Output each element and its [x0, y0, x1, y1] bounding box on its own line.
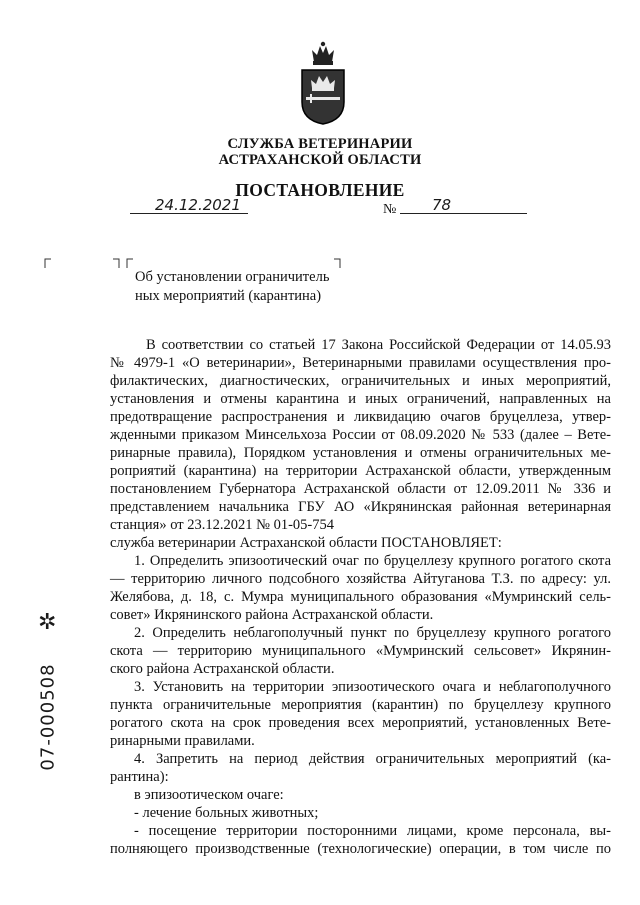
- document-title: ПОСТАНОВЛЕНИЕ: [235, 180, 405, 200]
- registration-number-text: 07-000508: [37, 663, 59, 771]
- body-line: 1. Определить эпизоотический очаг по бруцеллезу крупного рогатого скота: [134, 553, 611, 569]
- body-line: - лечение больных животных;: [134, 805, 319, 821]
- subject-line1: Об установлении ограничитель: [135, 269, 330, 285]
- corner-mark-left: [44, 258, 52, 268]
- body-line: полняющего производственные (технологические) операции, в том числе по: [110, 841, 611, 857]
- body-line: рогатого скота на срок проведения всех мероприятий, установленных Вете-: [110, 715, 611, 731]
- body-line: № 4979-1 «О ветеринарии», Ветеринарными правилами осуществления про-: [110, 355, 611, 371]
- body-line: в эпизоотическом очаге:: [134, 787, 284, 803]
- subject-line2: ных мероприятий (карантина): [135, 288, 322, 304]
- margin-registration-number: [38, 662, 58, 772]
- corner-mark-subject-right: [334, 258, 342, 268]
- organization-name-line2: АСТРАХАНСКОЙ ОБЛАСТИ: [218, 152, 422, 168]
- body-line: пункта ограничительные мероприятия (карантин) по бруцеллезу крупного: [110, 697, 611, 713]
- corner-mark-subject-left-b: [126, 258, 134, 268]
- body-line: ринарными правилами.: [110, 733, 255, 749]
- body-line: жденными приказом Минсельхоза России от 08.09.2020 № 533 (далее – Вете-: [110, 427, 611, 443]
- number-underline: [400, 213, 527, 214]
- body-line: — территорию личного подсобного хозяйства Айтуганова Т.З. по адресу: ул.: [110, 571, 611, 587]
- body-line: 2. Определить неблагополучный пункт по бруцеллезу крупного рогатого: [134, 625, 611, 641]
- coat-of-arms-emblem: [298, 40, 348, 126]
- corner-mark-subject-left-a: [113, 258, 121, 268]
- body-line: представлением начальника ГБУ АО «Икрянинская районная ветеринарная: [110, 499, 611, 515]
- body-line: ринарные правила), Порядком установления и отмены ограничительных ме-: [110, 445, 611, 461]
- body-line: филактических, диагностических, ограничительных и иных мероприятий,: [110, 373, 611, 389]
- document-number: 78: [432, 196, 452, 214]
- document-subject: [135, 268, 365, 306]
- body-line: постановлением Губернатора Астраханской области от 12.09.2011 № 336 и: [110, 481, 611, 497]
- body-line: скота — территорию муниципального «Мумринский сельсовет» Икрянин-: [110, 643, 611, 659]
- body-line: В соответствии со статьей 17 Закона Российской Федерации от 14.05.93: [146, 337, 611, 353]
- body-line: Желябова, д. 18, с. Мумра муниципального образования «Мумринский сель-: [110, 589, 611, 605]
- organization-name-line1: СЛУЖБА ВЕТЕРИНАРИИ: [227, 136, 413, 152]
- body-line: рантина):: [110, 769, 169, 785]
- body-line: служба ветеринарии Астраханской области ПОСТАНОВЛЯЕТ:: [110, 535, 502, 551]
- body-line: 3. Установить на территории эпизоотического очага и неблагополучного: [134, 679, 611, 695]
- document-date: 24.12.2021: [155, 196, 241, 214]
- body-line: установления и отмены карантина и иных ограничений, направленных на: [110, 391, 611, 407]
- body-line: станция» от 23.12.2021 № 01-05-754: [110, 517, 334, 533]
- margin-asterisk: ✲: [38, 610, 57, 635]
- body-line: совет» Икрянинского района Астраханской области.: [110, 607, 434, 623]
- body-line: предотвращение распространения и ликвидацию очагов бруцеллеза, утвер-: [110, 409, 611, 425]
- body-line: 4. Запретить на период действия ограничительных мероприятий (ка-: [134, 751, 611, 767]
- body-line: роприятий (карантина) на территории Астраханской области, утвержденным: [110, 463, 611, 479]
- number-sign: №: [383, 202, 397, 217]
- body-line: - посещение территории посторонними лицами, кроме персонала, вы-: [134, 823, 611, 839]
- body-line: ского района Астраханской области.: [110, 661, 335, 677]
